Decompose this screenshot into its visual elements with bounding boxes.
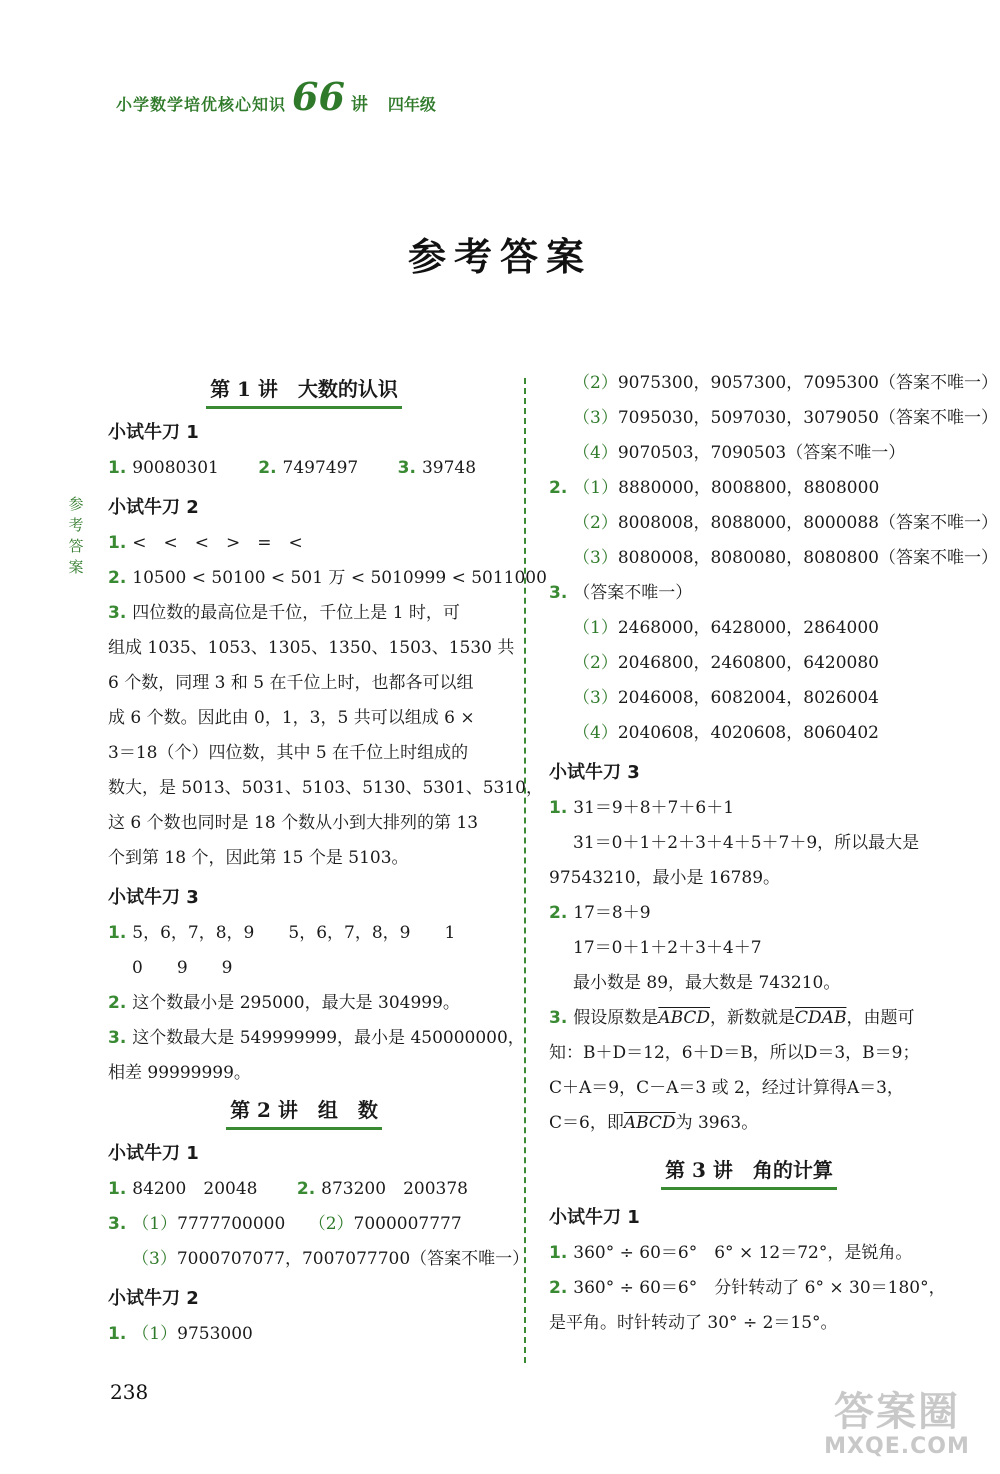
- answer-line: [549, 471, 949, 506]
- overlined-number: ABCD: [658, 1008, 711, 1028]
- side-tab-char: 案: [68, 558, 84, 576]
- question-number: 1.: [108, 923, 127, 943]
- lecture-heading: [549, 1155, 949, 1190]
- question-number: 1.: [549, 798, 568, 818]
- answer-line: [549, 896, 949, 931]
- right-column: [549, 366, 998, 1341]
- answer-text: 假设原数是: [573, 1008, 659, 1028]
- answer-line: [108, 451, 500, 486]
- answer-line: 最小数是 89，最大数是 743210。: [573, 973, 841, 993]
- section-heading: 小试牛刀 2: [108, 497, 199, 518]
- question-number: 3.: [108, 1214, 127, 1234]
- answer-text: 39748: [421, 458, 477, 478]
- question-number: 3.: [108, 1028, 127, 1048]
- answer-text: 7000007777: [353, 1214, 462, 1234]
- answer-text: 9075300，9057300，7095300（答案不唯一）: [617, 373, 998, 393]
- sub-number: （4）: [573, 443, 618, 463]
- answer-line: [549, 576, 949, 611]
- answer-line: [549, 1106, 949, 1141]
- answer-line: [108, 596, 500, 631]
- answer-text: 这个数最大是 549999999，最小是 450000000，: [132, 1028, 525, 1048]
- answer-line: [549, 791, 949, 826]
- side-tab-char: 考: [68, 516, 84, 534]
- answer-line: 成 6 个数。因此由 0，1，3，5 共可以组成 6 ×: [108, 708, 475, 728]
- watermark: [812, 1390, 982, 1459]
- answer-text: 四位数的最高位是千位，千位上是 1 时，可: [132, 603, 460, 623]
- question-number: 1.: [108, 1179, 127, 1199]
- question-number: 2.: [108, 568, 127, 588]
- page-title: 参考答案: [407, 235, 592, 279]
- answer-line: [108, 1207, 500, 1242]
- sub-number: （3）: [573, 408, 618, 428]
- page-number: 238: [110, 1380, 149, 1404]
- section-heading: 小试牛刀 2: [108, 1288, 199, 1309]
- answer-line: [549, 716, 949, 751]
- watermark-url: MXQE.COM: [824, 1434, 970, 1459]
- answer-text: 7497497: [282, 458, 359, 478]
- sub-number: （3）: [573, 548, 618, 568]
- sub-number: （2）: [573, 513, 618, 533]
- side-tab: [66, 494, 86, 578]
- answer-line: [549, 401, 998, 436]
- answer-text: < < < > = <: [132, 533, 303, 553]
- answer-line: [549, 681, 949, 716]
- question-number: 2.: [258, 458, 277, 478]
- answer-line: 0 9 9: [132, 958, 233, 978]
- side-tab-char: 答: [68, 537, 84, 555]
- answer-line: 这 6 个数也同时是 18 个数从小到大排列的第 13: [108, 813, 479, 833]
- section-heading: 小试牛刀 3: [549, 762, 640, 783]
- answer-text: 5，6，7，8，9 5，6，7，8，9 1: [132, 923, 456, 943]
- sub-number: （2）: [308, 1214, 354, 1234]
- answer-line: 相差 99999999。: [108, 1063, 251, 1083]
- answer-line: [549, 646, 949, 681]
- question-number: 2.: [549, 478, 568, 498]
- sub-number: （4）: [573, 723, 618, 743]
- answer-line: [108, 1172, 500, 1207]
- question-number: 3.: [549, 583, 568, 603]
- answer-text: 2046800，2460800，6420080: [617, 653, 879, 673]
- answer-line: [108, 986, 500, 1021]
- question-number: 1.: [549, 1243, 568, 1263]
- answer-text: 9070503，7090503（答案不唯一）: [617, 443, 906, 463]
- sub-number: （1）: [573, 478, 619, 498]
- answer-line: 知：B＋D＝12，6＋D＝B，所以D＝3，B＝9；: [549, 1043, 920, 1063]
- answer-text: 2046008，6082004，8026004: [617, 688, 879, 708]
- section-heading: 小试牛刀 1: [549, 1207, 640, 1228]
- answer-text: 8880000，8008800，8808000: [618, 478, 880, 498]
- answer-line: [549, 1236, 949, 1271]
- question-number: 3.: [397, 458, 416, 478]
- question-number: 2.: [549, 1278, 568, 1298]
- answer-text: C＝6，即: [549, 1113, 624, 1133]
- sub-number: （3）: [573, 688, 618, 708]
- answer-line: [549, 366, 998, 401]
- answer-text: 这个数最小是 295000，最大是 304999。: [132, 993, 460, 1013]
- section-heading: 小试牛刀 3: [108, 887, 199, 908]
- section-heading: 小试牛刀 1: [108, 422, 199, 443]
- lecture-title: 第 3 讲 角的计算: [661, 1155, 837, 1190]
- answer-line: [108, 1242, 530, 1277]
- answer-line: [549, 1271, 949, 1306]
- answer-text: 360° ÷ 60＝6° 分针转动了 6° × 30＝180°，: [573, 1278, 946, 1298]
- left-column: [108, 370, 547, 1352]
- answer-line: 3＝18（个）四位数，其中 5 在千位上时组成的: [108, 743, 469, 763]
- answer-text: 2040608，4020608，8060402: [617, 723, 879, 743]
- answer-text: 873200 200378: [321, 1179, 468, 1199]
- answer-text: 90080301: [132, 458, 219, 478]
- lecture-heading: [108, 1095, 500, 1130]
- answer-line: 97543210，最小是 16789。: [549, 868, 781, 888]
- sub-number: （3）: [132, 1249, 177, 1269]
- book-header: [116, 74, 436, 119]
- sub-number: （1）: [132, 1214, 178, 1234]
- answer-line: [549, 611, 949, 646]
- side-tab-char: 参: [68, 495, 84, 513]
- answer-line: [108, 916, 500, 951]
- answer-text: 17＝8＋9: [573, 903, 651, 923]
- question-number: 1.: [108, 458, 127, 478]
- answer-text: ，新数就是: [710, 1008, 796, 1028]
- answer-line: 31＝0＋1＋2＋3＋4＋5＋7＋9，所以最大是: [573, 833, 920, 853]
- answer-line: [108, 1021, 525, 1056]
- answer-text: 360° ÷ 60＝6° 6° × 12＝72°，是锐角。: [573, 1243, 913, 1263]
- answer-line: 数大，是 5013、5031、5103、5130、5301、5310，: [108, 778, 543, 798]
- answer-line: [108, 1317, 500, 1352]
- sub-number: （1）: [132, 1324, 178, 1344]
- sub-number: （1）: [573, 618, 618, 638]
- sub-number: （2）: [573, 373, 618, 393]
- answer-line: 是平角。时针转动了 30° ÷ 2＝15°。: [549, 1313, 838, 1333]
- answer-line: 6 个数，同理 3 和 5 在千位上时，也都各可以组: [108, 673, 474, 693]
- answer-text: 84200 20048: [132, 1179, 258, 1199]
- answer-text: 为 3963。: [675, 1113, 759, 1133]
- answer-text: 2468000，6428000，2864000: [617, 618, 879, 638]
- answer-line: [549, 541, 998, 576]
- answer-line: 组成 1035、1053、1305、1350、1503、1530 共: [108, 638, 515, 658]
- answer-text: 7000707077，7007077700（答案不唯一）: [176, 1249, 530, 1269]
- series-jiang: 讲: [350, 95, 368, 115]
- answer-text: 9753000: [177, 1324, 253, 1344]
- answer-line: 17＝0＋1＋2＋3＋4＋7: [573, 938, 762, 958]
- answer-line: [549, 1001, 949, 1036]
- question-number: 2.: [108, 993, 127, 1013]
- watermark-logo: 答案圈: [834, 1389, 960, 1435]
- answer-line: [549, 436, 949, 471]
- overlined-number: ABCD: [623, 1113, 676, 1133]
- answer-text: 8008008，8088000，8000088（答案不唯一）: [617, 513, 998, 533]
- section-heading: 小试牛刀 1: [108, 1143, 199, 1164]
- answer-text: 31＝9＋8＋7＋6＋1: [573, 798, 735, 818]
- answer-line: 个到第 18 个，因此第 15 个是 5103。: [108, 848, 409, 868]
- answer-text: 7777700000: [177, 1214, 286, 1234]
- answer-line: C＋A＝9，C－A＝3 或 2，经过计算得A＝3，: [549, 1078, 904, 1098]
- grade-label: 四年级: [387, 95, 436, 114]
- series-title: 小学数学培优核心知识: [116, 95, 287, 114]
- lecture-title: 第 1 讲 大数的认识: [206, 374, 402, 409]
- lecture-heading: [108, 374, 500, 409]
- answer-text: （答案不唯一）: [573, 583, 693, 603]
- question-number: 1.: [108, 533, 127, 553]
- sub-number: （2）: [573, 653, 618, 673]
- answer-text: 8080008，8080080，8080800（答案不唯一）: [617, 548, 998, 568]
- answer-line: [108, 526, 500, 561]
- series-number: 66: [292, 74, 345, 119]
- column-divider: [524, 378, 526, 1363]
- answer-text: 10500 < 50100 < 501 万 < 5010999 < 5011000: [132, 568, 547, 588]
- answer-text: ，由题可: [846, 1008, 915, 1028]
- question-number: 3.: [549, 1008, 568, 1028]
- lecture-title: 第 2 讲 组 数: [226, 1095, 382, 1130]
- answer-line: [108, 561, 547, 596]
- overlined-number: CDAB: [795, 1008, 847, 1028]
- question-number: 2.: [296, 1179, 316, 1199]
- answer-line: [549, 506, 998, 541]
- question-number: 2.: [549, 903, 568, 923]
- question-number: 3.: [108, 603, 127, 623]
- question-number: 1.: [108, 1324, 127, 1344]
- answer-text: 7095030，5097030，3079050（答案不唯一）: [617, 408, 998, 428]
